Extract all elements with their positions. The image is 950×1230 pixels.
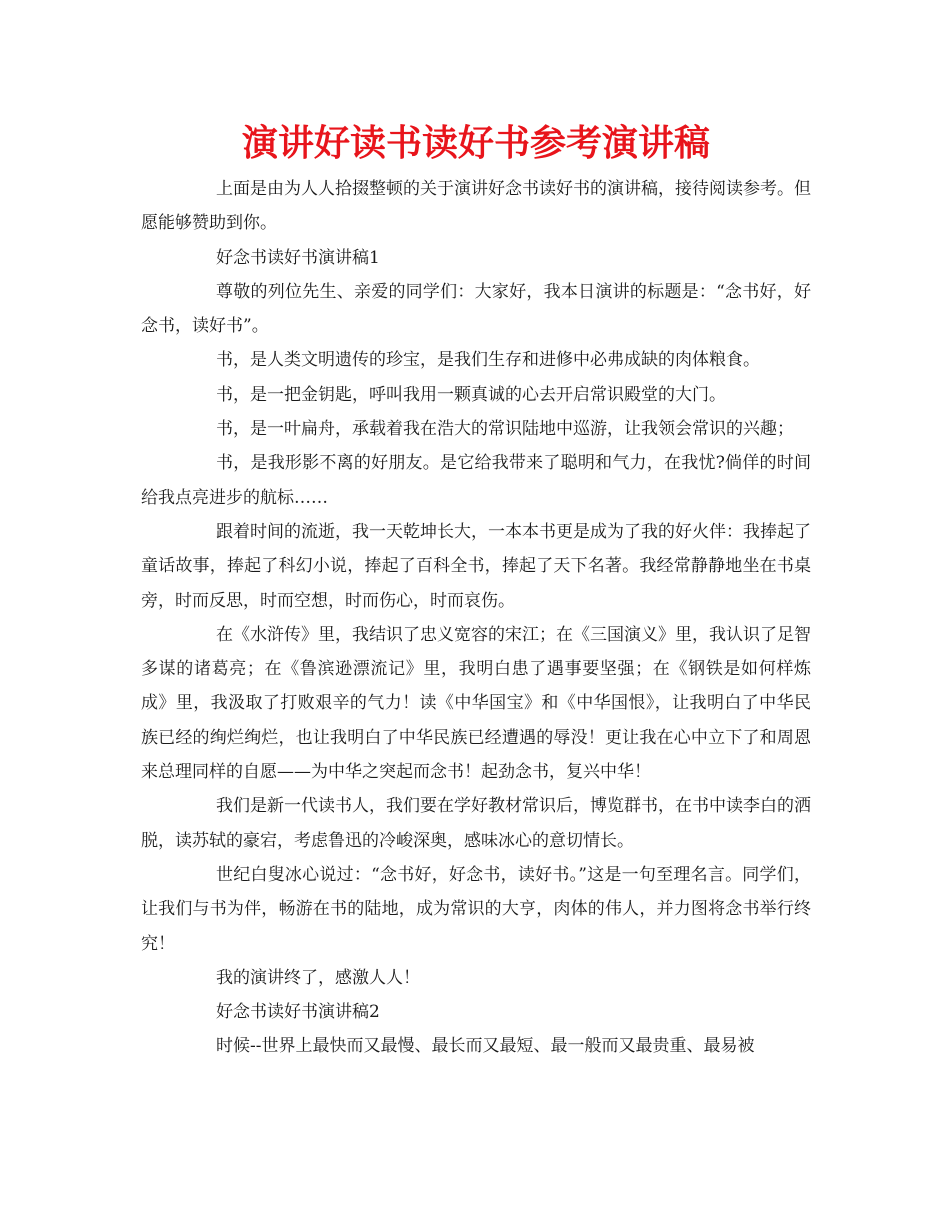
body-paragraph: 时候--世界上最快而又最慢、最长而又最短、最一般而又最贵重、最易被 — [216, 1036, 755, 1057]
body-paragraph: 我的演讲终了，感激人人！ — [216, 967, 420, 988]
document-title: 演讲好读书读好书参考演讲稿 — [241, 123, 710, 164]
section-heading-2: 好念书读好书演讲稿2 — [216, 1002, 380, 1023]
body-paragraph: 在《水浒传》里，我结识了忠义宽容的宋江；在《三国演义》里，我认识了足智多谋的诸葛亮；在《鲁滨逊漂流记》里，我明白患了遇事要坚强；在《钢铁是如何样炼成》里，我汲取了打败艰辛的气力！读《中华国宝》和《中华国恨》，让我明白了中华民族已经的绚烂绚烂，也让我明白了中华民族已经遭遇的辱没！更让我在心中立下了和周恩来总理同样的自愿——为中华之突起而念书！起劲念书，复兴中华！ — [141, 624, 811, 783]
body-paragraph: 书，是一把金钥匙，呼叫我用一颗真诚的心去开启常识殿堂的大门。 — [216, 384, 726, 405]
body-paragraph: 尊敬的列位先生、亲爱的同学们：大家好，我本日演讲的标题是：“念书好，好念书，读好书”。 — [141, 281, 811, 337]
intro-paragraph: 上面是由为人人拾掇整顿的关于演讲好念书读好书的演讲稿，接待阅读参考。但愿能够赞助到你。 — [141, 179, 811, 234]
section-heading-1: 好念书读好书演讲稿1 — [216, 247, 380, 268]
body-paragraph: 跟着时间的流逝，我一天乾坤长大，一本本书更是成为了我的好火伴：我捧起了童话故事，捧起了科幻小说，捧起了百科全书，捧起了天下名著。我经常静静地坐在书桌旁，时而反思，时而空想，时而伤心，时而哀伤。 — [141, 521, 811, 611]
body-paragraph: 世纪白叟冰心说过：“念书好，好念书，读好书。”这是一句至理名言。同学们，让我们与书为伴，畅游在书的陆地，成为常识的大亨，肉体的伟人，并力图将念书举行终究！ — [141, 864, 811, 954]
document-page — [141, 120, 811, 1064]
body-paragraph: 书，是一叶扁舟，承载着我在浩大的常识陆地中巡游，让我领会常识的兴趣； — [216, 419, 794, 440]
body-paragraph: 书，是人类文明遗传的珍宝，是我们生存和进修中必弗成缺的肉体粮食。 — [216, 350, 760, 371]
body-paragraph: 我们是新一代读书人，我们要在学好教材常识后，博览群书，在书中读李白的洒脱，读苏轼的豪宕，考虑鲁迅的冷峻深奥，感味冰心的意切情长。 — [141, 796, 811, 851]
body-paragraph: 书，是我形影不离的好朋友。是它给我带来了聪明和气力，在我忧?倘佯的时间给我点亮进步的航标…… — [141, 453, 811, 508]
